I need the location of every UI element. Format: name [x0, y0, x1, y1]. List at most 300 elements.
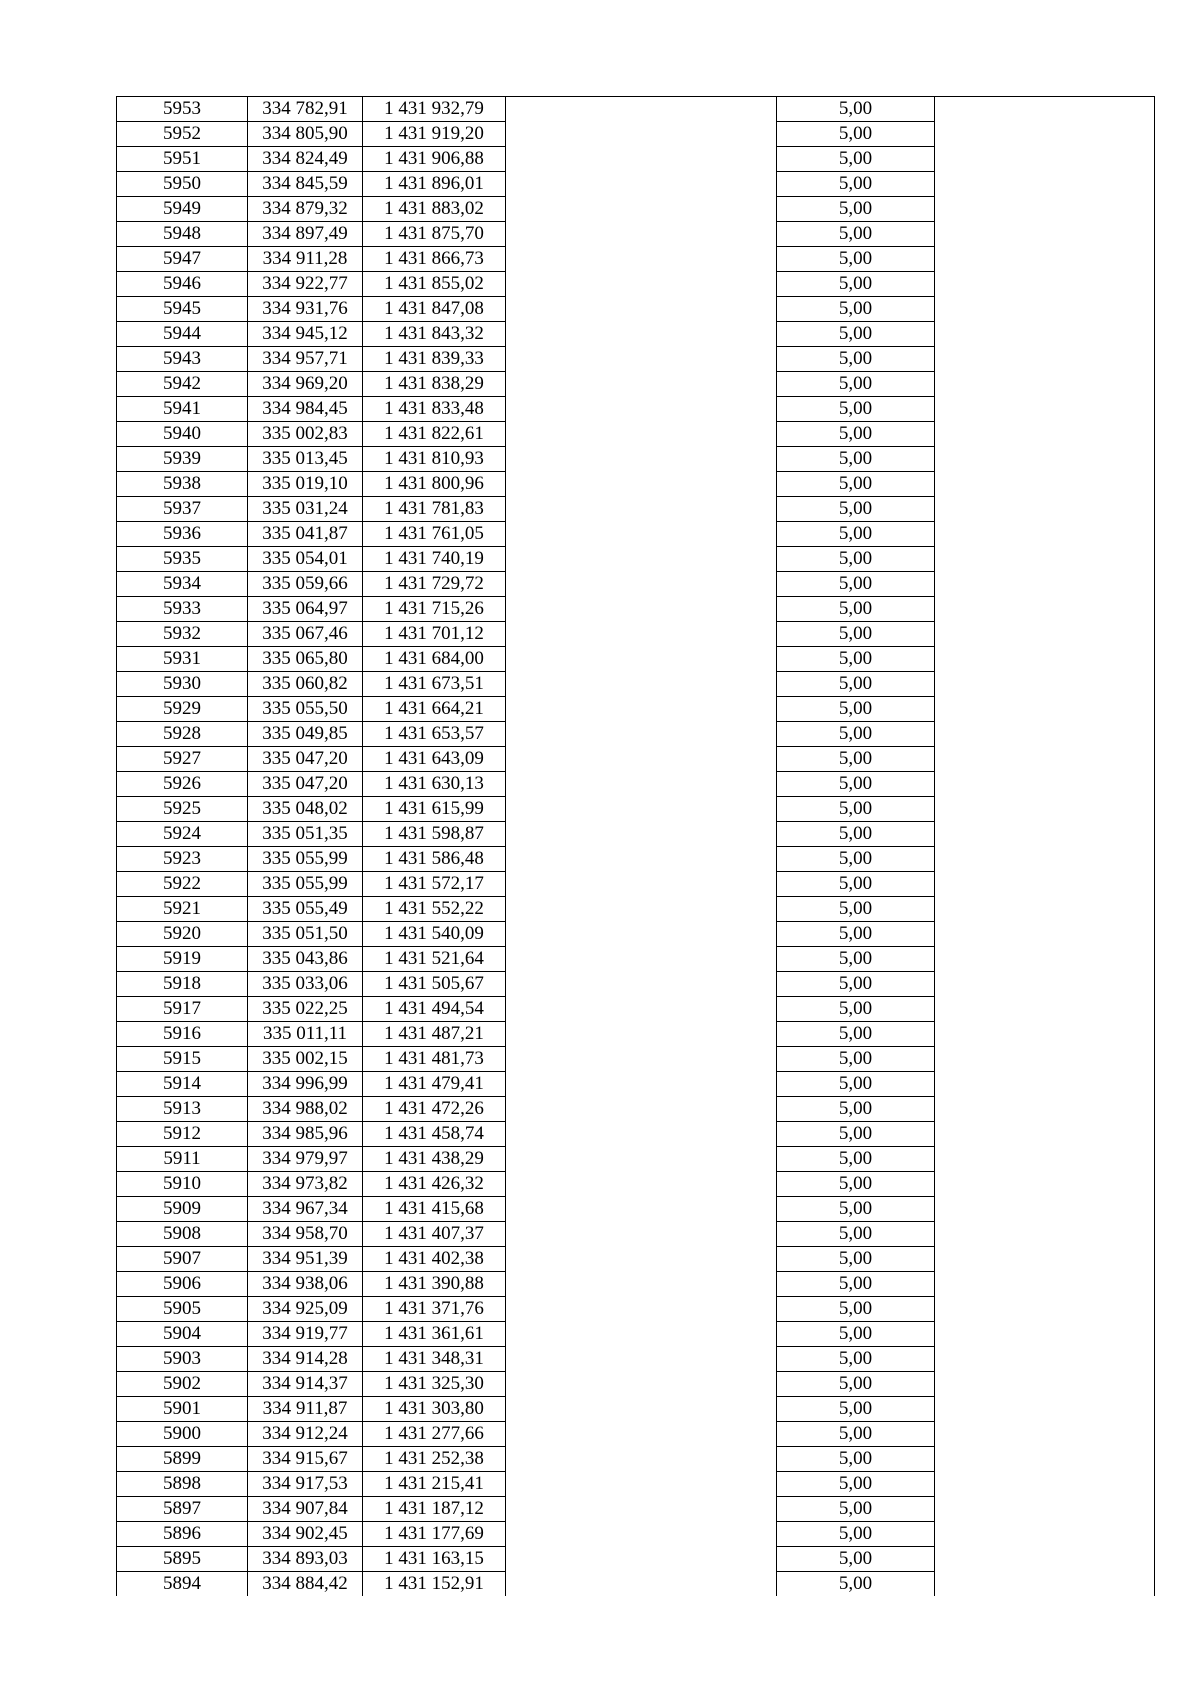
blank-cell	[506, 947, 777, 972]
table-body	[117, 97, 1155, 1597]
x-coordinate-cell: 334 917,53	[248, 1472, 363, 1497]
point-number-cell: 5941	[117, 397, 248, 422]
value-cell: 5,00	[777, 747, 935, 772]
y-coordinate-cell: 1 431 481,73	[363, 1047, 506, 1072]
point-number-cell: 5905	[117, 1297, 248, 1322]
y-coordinate-cell: 1 431 458,74	[363, 1122, 506, 1147]
value-cell: 5,00	[777, 247, 935, 272]
value-cell: 5,00	[777, 1422, 935, 1447]
value-cell: 5,00	[777, 422, 935, 447]
y-coordinate-cell: 1 431 371,76	[363, 1297, 506, 1322]
blank-cell-right	[935, 997, 1155, 1022]
point-number-cell: 5916	[117, 1022, 248, 1047]
value-cell: 5,00	[777, 847, 935, 872]
x-coordinate-cell: 334 897,49	[248, 222, 363, 247]
blank-cell-right	[935, 122, 1155, 147]
value-cell: 5,00	[777, 297, 935, 322]
blank-cell	[506, 422, 777, 447]
blank-cell	[506, 1222, 777, 1247]
value-cell: 5,00	[777, 797, 935, 822]
point-number-cell: 5953	[117, 97, 248, 122]
blank-cell	[506, 1447, 777, 1472]
table-row	[117, 1022, 1155, 1047]
y-coordinate-cell: 1 431 215,41	[363, 1472, 506, 1497]
point-number-cell: 5932	[117, 622, 248, 647]
point-number-cell: 5920	[117, 922, 248, 947]
point-number-cell: 5907	[117, 1247, 248, 1272]
blank-cell	[506, 1472, 777, 1497]
blank-cell-right	[935, 597, 1155, 622]
x-coordinate-cell: 334 782,91	[248, 97, 363, 122]
x-coordinate-cell: 335 002,83	[248, 422, 363, 447]
point-number-cell: 5929	[117, 697, 248, 722]
blank-cell-right	[935, 897, 1155, 922]
table-row	[117, 647, 1155, 672]
x-coordinate-cell: 335 059,66	[248, 572, 363, 597]
blank-cell-right	[935, 1247, 1155, 1272]
point-number-cell: 5940	[117, 422, 248, 447]
x-coordinate-cell: 335 019,10	[248, 472, 363, 497]
value-cell: 5,00	[777, 1122, 935, 1147]
blank-cell-right	[935, 1072, 1155, 1097]
blank-cell-right	[935, 1172, 1155, 1197]
value-cell: 5,00	[777, 647, 935, 672]
blank-cell	[506, 1497, 777, 1522]
point-number-cell: 5904	[117, 1322, 248, 1347]
table-row	[117, 1297, 1155, 1322]
x-coordinate-cell: 335 011,11	[248, 1022, 363, 1047]
y-coordinate-cell: 1 431 586,48	[363, 847, 506, 872]
blank-cell-right	[935, 1297, 1155, 1322]
point-number-cell: 5909	[117, 1197, 248, 1222]
table-row	[117, 522, 1155, 547]
value-cell: 5,00	[777, 1047, 935, 1072]
x-coordinate-cell: 334 914,28	[248, 1347, 363, 1372]
x-coordinate-cell: 334 945,12	[248, 322, 363, 347]
value-cell: 5,00	[777, 1197, 935, 1222]
table-row	[117, 972, 1155, 997]
y-coordinate-cell: 1 431 919,20	[363, 122, 506, 147]
point-number-cell: 5926	[117, 772, 248, 797]
point-number-cell: 5935	[117, 547, 248, 572]
blank-cell-right	[935, 1147, 1155, 1172]
x-coordinate-cell: 334 845,59	[248, 172, 363, 197]
x-coordinate-cell: 335 051,50	[248, 922, 363, 947]
blank-cell	[506, 1272, 777, 1297]
point-number-cell: 5924	[117, 822, 248, 847]
y-coordinate-cell: 1 431 781,83	[363, 497, 506, 522]
blank-cell-right	[935, 1272, 1155, 1297]
blank-cell-right	[935, 1122, 1155, 1147]
point-number-cell: 5917	[117, 997, 248, 1022]
point-number-cell: 5894	[117, 1572, 248, 1597]
blank-cell	[506, 147, 777, 172]
x-coordinate-cell: 334 893,03	[248, 1547, 363, 1572]
blank-cell-right	[935, 522, 1155, 547]
point-number-cell: 5919	[117, 947, 248, 972]
value-cell: 5,00	[777, 1097, 935, 1122]
value-cell: 5,00	[777, 1272, 935, 1297]
table-row	[117, 1272, 1155, 1297]
x-coordinate-cell: 334 988,02	[248, 1097, 363, 1122]
y-coordinate-cell: 1 431 715,26	[363, 597, 506, 622]
blank-cell	[506, 1322, 777, 1347]
blank-cell-right	[935, 1422, 1155, 1447]
point-number-cell: 5906	[117, 1272, 248, 1297]
x-coordinate-cell: 335 051,35	[248, 822, 363, 847]
x-coordinate-cell: 335 055,50	[248, 697, 363, 722]
blank-cell	[506, 1047, 777, 1072]
blank-cell	[506, 897, 777, 922]
blank-cell	[506, 1522, 777, 1547]
blank-cell-right	[935, 1222, 1155, 1247]
y-coordinate-cell: 1 431 479,41	[363, 1072, 506, 1097]
blank-cell	[506, 747, 777, 772]
y-coordinate-cell: 1 431 348,31	[363, 1347, 506, 1372]
blank-cell	[506, 197, 777, 222]
blank-cell-right	[935, 247, 1155, 272]
table-row	[117, 1397, 1155, 1422]
blank-cell-right	[935, 947, 1155, 972]
blank-cell	[506, 1397, 777, 1422]
x-coordinate-cell: 335 065,80	[248, 647, 363, 672]
table-row	[117, 172, 1155, 197]
x-coordinate-cell: 335 055,99	[248, 847, 363, 872]
y-coordinate-cell: 1 431 896,01	[363, 172, 506, 197]
point-number-cell: 5908	[117, 1222, 248, 1247]
blank-cell	[506, 272, 777, 297]
table-row	[117, 447, 1155, 472]
point-number-cell: 5900	[117, 1422, 248, 1447]
point-number-cell: 5921	[117, 897, 248, 922]
y-coordinate-cell: 1 431 325,30	[363, 1372, 506, 1397]
y-coordinate-cell: 1 431 572,17	[363, 872, 506, 897]
x-coordinate-cell: 335 022,25	[248, 997, 363, 1022]
point-number-cell: 5944	[117, 322, 248, 347]
point-number-cell: 5903	[117, 1347, 248, 1372]
value-cell: 5,00	[777, 597, 935, 622]
y-coordinate-cell: 1 431 630,13	[363, 772, 506, 797]
y-coordinate-cell: 1 431 932,79	[363, 97, 506, 122]
blank-cell	[506, 1197, 777, 1222]
blank-cell	[506, 1097, 777, 1122]
value-cell: 5,00	[777, 197, 935, 222]
y-coordinate-cell: 1 431 673,51	[363, 672, 506, 697]
y-coordinate-cell: 1 431 402,38	[363, 1247, 506, 1272]
point-number-cell: 5902	[117, 1372, 248, 1397]
blank-cell-right	[935, 422, 1155, 447]
y-coordinate-cell: 1 431 390,88	[363, 1272, 506, 1297]
blank-cell-right	[935, 472, 1155, 497]
blank-cell	[506, 222, 777, 247]
value-cell: 5,00	[777, 222, 935, 247]
y-coordinate-cell: 1 431 361,61	[363, 1322, 506, 1347]
blank-cell	[506, 397, 777, 422]
blank-cell	[506, 297, 777, 322]
y-coordinate-cell: 1 431 415,68	[363, 1197, 506, 1222]
table-row	[117, 222, 1155, 247]
y-coordinate-cell: 1 431 252,38	[363, 1447, 506, 1472]
blank-cell	[506, 797, 777, 822]
x-coordinate-cell: 335 031,24	[248, 497, 363, 522]
y-coordinate-cell: 1 431 177,69	[363, 1522, 506, 1547]
table-row	[117, 1447, 1155, 1472]
point-number-cell: 5923	[117, 847, 248, 872]
blank-cell-right	[935, 1097, 1155, 1122]
point-number-cell: 5930	[117, 672, 248, 697]
point-number-cell: 5897	[117, 1497, 248, 1522]
value-cell: 5,00	[777, 1472, 935, 1497]
blank-cell	[506, 122, 777, 147]
point-number-cell: 5899	[117, 1447, 248, 1472]
table-row	[117, 422, 1155, 447]
blank-cell-right	[935, 1497, 1155, 1522]
table-row	[117, 1072, 1155, 1097]
table-row	[117, 847, 1155, 872]
blank-cell-right	[935, 972, 1155, 997]
blank-cell-right	[935, 497, 1155, 522]
blank-cell	[506, 872, 777, 897]
blank-cell	[506, 722, 777, 747]
blank-cell-right	[935, 547, 1155, 572]
point-number-cell: 5896	[117, 1522, 248, 1547]
table-row	[117, 147, 1155, 172]
y-coordinate-cell: 1 431 653,57	[363, 722, 506, 747]
y-coordinate-cell: 1 431 875,70	[363, 222, 506, 247]
table-row	[117, 372, 1155, 397]
value-cell: 5,00	[777, 772, 935, 797]
x-coordinate-cell: 335 041,87	[248, 522, 363, 547]
x-coordinate-cell: 334 922,77	[248, 272, 363, 297]
table-row	[117, 322, 1155, 347]
table-row	[117, 472, 1155, 497]
blank-cell-right	[935, 1447, 1155, 1472]
blank-cell-right	[935, 672, 1155, 697]
value-cell: 5,00	[777, 1397, 935, 1422]
table-row	[117, 897, 1155, 922]
blank-cell-right	[935, 1047, 1155, 1072]
blank-cell	[506, 1422, 777, 1447]
point-number-cell: 5918	[117, 972, 248, 997]
table-row	[117, 997, 1155, 1022]
blank-cell-right	[935, 372, 1155, 397]
y-coordinate-cell: 1 431 833,48	[363, 397, 506, 422]
table-row	[117, 1172, 1155, 1197]
blank-cell	[506, 697, 777, 722]
blank-cell-right	[935, 1022, 1155, 1047]
blank-cell	[506, 97, 777, 122]
blank-cell-right	[935, 222, 1155, 247]
point-number-cell: 5946	[117, 272, 248, 297]
y-coordinate-cell: 1 431 843,32	[363, 322, 506, 347]
blank-cell	[506, 1072, 777, 1097]
x-coordinate-cell: 334 907,84	[248, 1497, 363, 1522]
x-coordinate-cell: 334 805,90	[248, 122, 363, 147]
value-cell: 5,00	[777, 672, 935, 697]
point-number-cell: 5951	[117, 147, 248, 172]
y-coordinate-cell: 1 431 800,96	[363, 472, 506, 497]
x-coordinate-cell: 334 973,82	[248, 1172, 363, 1197]
table-row	[117, 872, 1155, 897]
blank-cell-right	[935, 747, 1155, 772]
x-coordinate-cell: 334 931,76	[248, 297, 363, 322]
point-number-cell: 5914	[117, 1072, 248, 1097]
table-row	[117, 1197, 1155, 1222]
x-coordinate-cell: 335 047,20	[248, 747, 363, 772]
x-coordinate-cell: 334 824,49	[248, 147, 363, 172]
table-row	[117, 1572, 1155, 1597]
blank-cell	[506, 622, 777, 647]
table-row	[117, 197, 1155, 222]
y-coordinate-cell: 1 431 505,67	[363, 972, 506, 997]
x-coordinate-cell: 334 985,96	[248, 1122, 363, 1147]
x-coordinate-cell: 334 912,24	[248, 1422, 363, 1447]
blank-cell-right	[935, 1397, 1155, 1422]
y-coordinate-cell: 1 431 552,22	[363, 897, 506, 922]
y-coordinate-cell: 1 431 426,32	[363, 1172, 506, 1197]
blank-cell	[506, 1172, 777, 1197]
point-number-cell: 5910	[117, 1172, 248, 1197]
blank-cell	[506, 472, 777, 497]
value-cell: 5,00	[777, 172, 935, 197]
table-row	[117, 697, 1155, 722]
point-number-cell: 5901	[117, 1397, 248, 1422]
blank-cell	[506, 1547, 777, 1572]
blank-cell-right	[935, 847, 1155, 872]
x-coordinate-cell: 334 996,99	[248, 1072, 363, 1097]
blank-cell-right	[935, 622, 1155, 647]
x-coordinate-cell: 334 984,45	[248, 397, 363, 422]
x-coordinate-cell: 334 879,32	[248, 197, 363, 222]
point-number-cell: 5911	[117, 1147, 248, 1172]
blank-cell	[506, 1147, 777, 1172]
value-cell: 5,00	[777, 622, 935, 647]
y-coordinate-cell: 1 431 761,05	[363, 522, 506, 547]
point-number-cell: 5936	[117, 522, 248, 547]
table-row	[117, 1147, 1155, 1172]
x-coordinate-cell: 335 060,82	[248, 672, 363, 697]
blank-cell-right	[935, 572, 1155, 597]
y-coordinate-cell: 1 431 472,26	[363, 1097, 506, 1122]
y-coordinate-cell: 1 431 540,09	[363, 922, 506, 947]
blank-cell-right	[935, 1472, 1155, 1497]
y-coordinate-cell: 1 431 407,37	[363, 1222, 506, 1247]
blank-cell-right	[935, 297, 1155, 322]
blank-cell-right	[935, 1372, 1155, 1397]
x-coordinate-cell: 334 884,42	[248, 1572, 363, 1597]
coordinates-table	[116, 96, 1155, 1596]
table-row	[117, 1047, 1155, 1072]
x-coordinate-cell: 335 033,06	[248, 972, 363, 997]
blank-cell-right	[935, 272, 1155, 297]
blank-cell	[506, 322, 777, 347]
x-coordinate-cell: 334 902,45	[248, 1522, 363, 1547]
x-coordinate-cell: 335 002,15	[248, 1047, 363, 1072]
x-coordinate-cell: 334 958,70	[248, 1222, 363, 1247]
blank-cell	[506, 997, 777, 1022]
x-coordinate-cell: 334 967,34	[248, 1197, 363, 1222]
table-row	[117, 772, 1155, 797]
blank-cell	[506, 772, 777, 797]
point-number-cell: 5925	[117, 797, 248, 822]
value-cell: 5,00	[777, 1172, 935, 1197]
x-coordinate-cell: 335 043,86	[248, 947, 363, 972]
table-row	[117, 1322, 1155, 1347]
table-row	[117, 547, 1155, 572]
y-coordinate-cell: 1 431 847,08	[363, 297, 506, 322]
table-row	[117, 247, 1155, 272]
value-cell: 5,00	[777, 447, 935, 472]
blank-cell-right	[935, 322, 1155, 347]
point-number-cell: 5937	[117, 497, 248, 522]
point-number-cell: 5927	[117, 747, 248, 772]
y-coordinate-cell: 1 431 701,12	[363, 622, 506, 647]
value-cell: 5,00	[777, 822, 935, 847]
x-coordinate-cell: 334 919,77	[248, 1322, 363, 1347]
blank-cell	[506, 847, 777, 872]
table-row	[117, 1547, 1155, 1572]
x-coordinate-cell: 334 969,20	[248, 372, 363, 397]
point-number-cell: 5952	[117, 122, 248, 147]
value-cell: 5,00	[777, 322, 935, 347]
value-cell: 5,00	[777, 1072, 935, 1097]
table-row	[117, 272, 1155, 297]
point-number-cell: 5922	[117, 872, 248, 897]
blank-cell-right	[935, 647, 1155, 672]
table-row	[117, 1122, 1155, 1147]
y-coordinate-cell: 1 431 643,09	[363, 747, 506, 772]
y-coordinate-cell: 1 431 822,61	[363, 422, 506, 447]
blank-cell	[506, 1372, 777, 1397]
y-coordinate-cell: 1 431 883,02	[363, 197, 506, 222]
value-cell: 5,00	[777, 122, 935, 147]
x-coordinate-cell: 335 054,01	[248, 547, 363, 572]
point-number-cell: 5938	[117, 472, 248, 497]
value-cell: 5,00	[777, 547, 935, 572]
value-cell: 5,00	[777, 922, 935, 947]
table-row	[117, 397, 1155, 422]
y-coordinate-cell: 1 431 866,73	[363, 247, 506, 272]
x-coordinate-cell: 334 925,09	[248, 1297, 363, 1322]
x-coordinate-cell: 335 013,45	[248, 447, 363, 472]
blank-cell	[506, 172, 777, 197]
table-row	[117, 722, 1155, 747]
value-cell: 5,00	[777, 1497, 935, 1522]
value-cell: 5,00	[777, 347, 935, 372]
blank-cell-right	[935, 347, 1155, 372]
point-number-cell: 5934	[117, 572, 248, 597]
value-cell: 5,00	[777, 997, 935, 1022]
blank-cell-right	[935, 722, 1155, 747]
blank-cell	[506, 547, 777, 572]
value-cell: 5,00	[777, 147, 935, 172]
blank-cell	[506, 572, 777, 597]
blank-cell	[506, 672, 777, 697]
value-cell: 5,00	[777, 1322, 935, 1347]
x-coordinate-cell: 334 957,71	[248, 347, 363, 372]
blank-cell-right	[935, 97, 1155, 122]
y-coordinate-cell: 1 431 163,15	[363, 1547, 506, 1572]
y-coordinate-cell: 1 431 438,29	[363, 1147, 506, 1172]
y-coordinate-cell: 1 431 615,99	[363, 797, 506, 822]
x-coordinate-cell: 335 064,97	[248, 597, 363, 622]
x-coordinate-cell: 334 911,87	[248, 1397, 363, 1422]
blank-cell	[506, 1022, 777, 1047]
table-row	[117, 347, 1155, 372]
value-cell: 5,00	[777, 1297, 935, 1322]
y-coordinate-cell: 1 431 839,33	[363, 347, 506, 372]
table-row	[117, 597, 1155, 622]
